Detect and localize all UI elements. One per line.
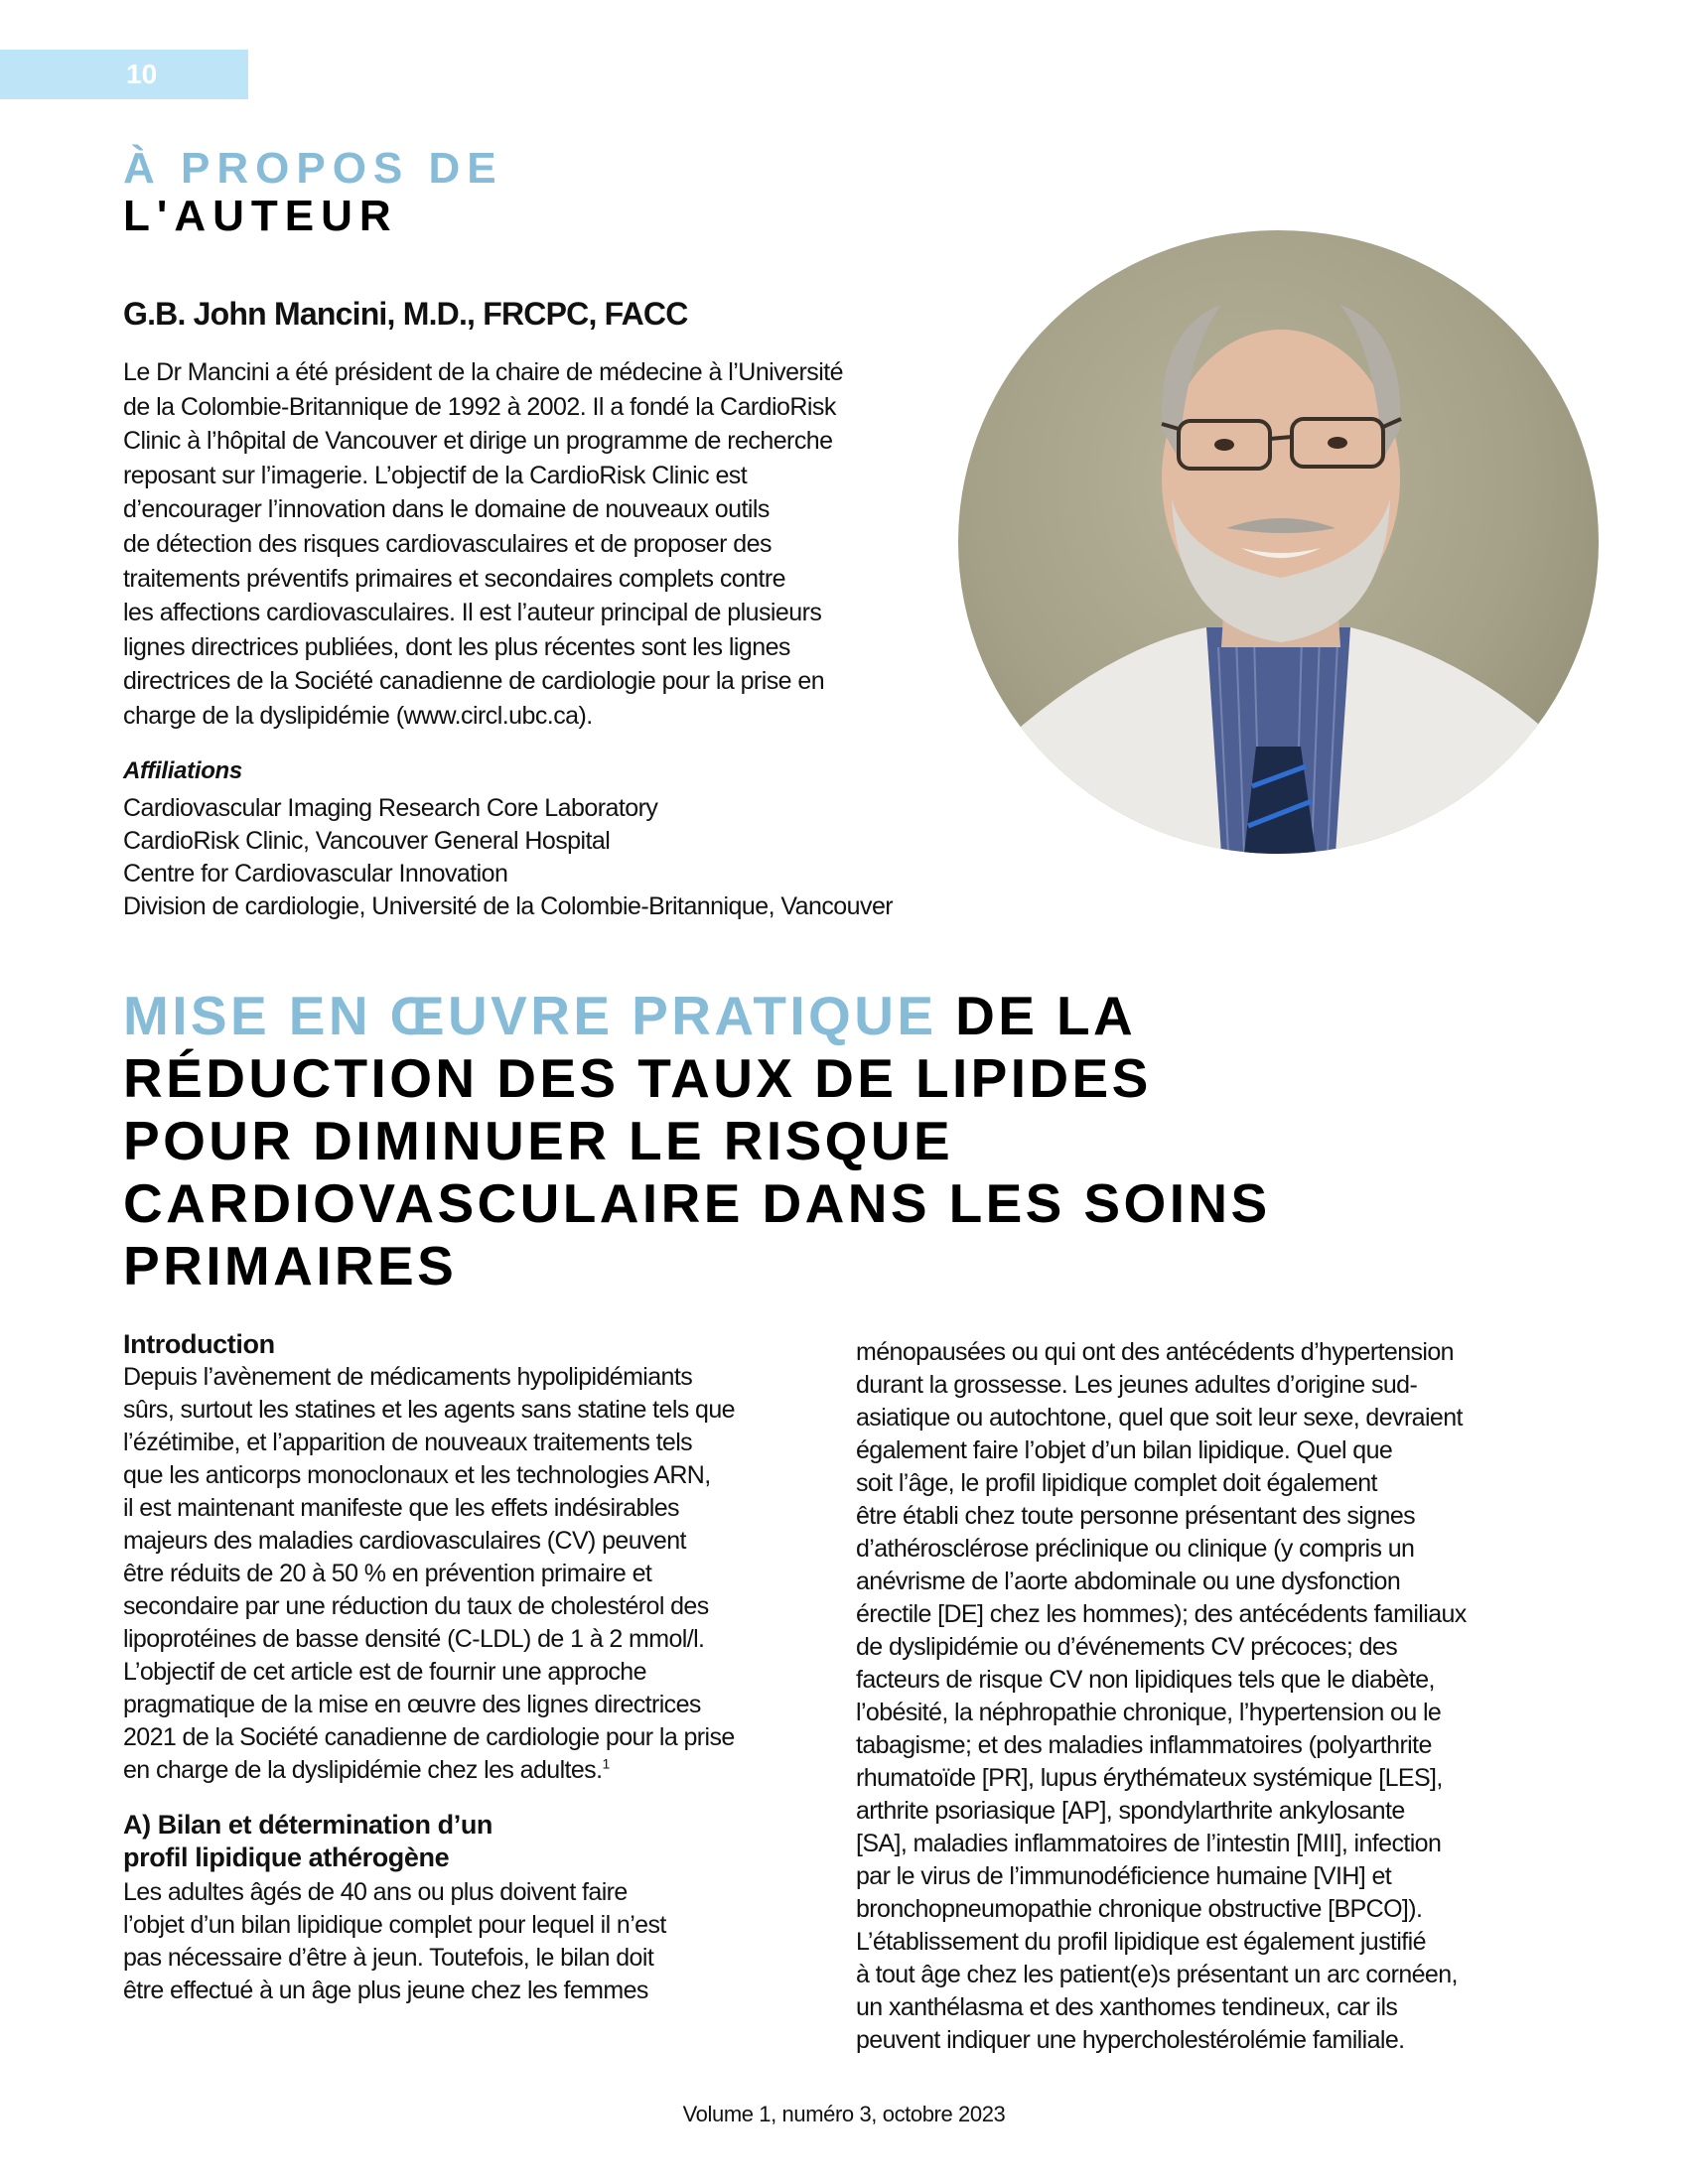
- section-a-line: anévrisme de l’aorte abdominale ou une dysfonction: [856, 1568, 1401, 1595]
- article-title-line: CARDIOVASCULAIRE DANS LES SOINS: [123, 1172, 1271, 1234]
- intro-line: pragmatique de la mise en œuvre des lignes directrices: [123, 1691, 701, 1718]
- bio-line: Clinic à l’hôpital de Vancouver et dirige un programme de recherche: [123, 427, 833, 456]
- intro-line: 2021 de la Société canadienne de cardiologie pour la prise: [123, 1723, 735, 1751]
- bio-line: de détection des risques cardiovasculaires et de proposer des: [123, 529, 772, 558]
- intro-line: L’objectif de cet article est de fournir une approche: [123, 1658, 646, 1686]
- intro-heading: Introduction: [123, 1329, 275, 1359]
- page-number-tab: [0, 50, 248, 99]
- section-a-line: tabagisme; et des maladies inflammatoires (polyarthrite: [856, 1731, 1432, 1759]
- section-a-line: être effectué à un âge plus jeune chez les femmes: [123, 1977, 648, 2004]
- issue-footer: Volume 1, numéro 3, octobre 2023: [682, 2102, 1006, 2126]
- affiliation-item: Cardiovascular Imaging Research Core Laboratory: [123, 794, 658, 822]
- intro-line: être réduits de 20 à 50 % en prévention primaire et: [123, 1560, 652, 1587]
- article-title: [123, 985, 1593, 1297]
- section-a-line: également faire l’objet d’un bilan lipidique. Quel que: [856, 1436, 1393, 1464]
- portrait-illustration: [958, 230, 1599, 854]
- section-a-line: être établi chez toute personne présentant des signes: [856, 1502, 1416, 1530]
- intro-line: secondaire par une réduction du taux de cholestérol des: [123, 1592, 709, 1620]
- right-column: [856, 1336, 1571, 2057]
- article-title-highlight: MISE EN ŒUVRE PRATIQUE: [123, 985, 937, 1046]
- intro-paragraph: [123, 1361, 838, 1787]
- section-a-heading-line: profil lipidique athérogène: [123, 1843, 450, 1872]
- author-portrait: [958, 230, 1599, 854]
- about-heading-line1: À PROPOS DE: [123, 144, 503, 193]
- affiliation-item: CardioRisk Clinic, Vancouver General Hospital: [123, 827, 611, 855]
- affiliations-label: Affiliations: [123, 757, 242, 784]
- intro-line: il est maintenant manifeste que les effets indésirables: [123, 1494, 679, 1522]
- section-a-line: pas nécessaire d’être à jeun. Toutefois, le bilan doit: [123, 1944, 654, 1972]
- section-a-line: à tout âge chez les patient(e)s présentant un arc cornéen,: [856, 1961, 1458, 1988]
- author-bio: [123, 355, 957, 734]
- intro-line: majeurs des maladies cardiovasculaires (CV) peuvent: [123, 1527, 686, 1555]
- section-a-left-paragraph: [123, 1876, 838, 2007]
- intro-line: lipoprotéines de basse densité (C-LDL) de 1 à 2 mmol/l.: [123, 1625, 705, 1653]
- bio-line: d’encourager l’innovation dans le domaine de nouveaux outils: [123, 495, 770, 524]
- author-name: G.B. John Mancini, M.D., FRCPC, FACC: [123, 296, 688, 332]
- article-title-line: RÉDUCTION DES TAUX DE LIPIDES: [123, 1047, 1152, 1109]
- article-title-line1-rest: DE LA: [936, 985, 1137, 1046]
- bio-line: de la Colombie-Britannique de 1992 à 2002. Il a fondé la CardioRisk: [123, 392, 836, 421]
- about-author-heading: [123, 145, 503, 240]
- section-a-line: arthrite psoriasique [AP], spondylarthrite ankylosante: [856, 1797, 1405, 1825]
- section-a-line: d’athérosclérose préclinique ou clinique (y compris un: [856, 1535, 1415, 1563]
- section-a-line: asiatique ou autochtone, quel que soit leur sexe, devraient: [856, 1404, 1463, 1432]
- section-a-line: soit l’âge, le profil lipidique complet doit également: [856, 1469, 1377, 1497]
- intro-last-text: en charge de la dyslipidémie chez les adultes.: [123, 1756, 603, 1784]
- section-a-line: peuvent indiquer une hypercholestérolémie familiale.: [856, 2026, 1405, 2054]
- bio-line: reposant sur l’imagerie. L’objectif de la CardioRisk Clinic est: [123, 461, 748, 489]
- affiliations-list: [123, 792, 893, 923]
- section-a-line: rhumatoïde [PR], lupus érythémateux systémique [LES],: [856, 1764, 1443, 1792]
- bio-line: les affections cardiovasculaires. Il est l’auteur principal de plusieurs: [123, 599, 822, 627]
- article-title-line1: [123, 985, 1593, 1047]
- page-number: 10: [126, 59, 158, 89]
- section-a-line: l’objet d’un bilan lipidique complet pour lequel il n’est: [123, 1911, 666, 1939]
- bio-line: lignes directrices publiées, dont les plus récentes sont les lignes: [123, 632, 790, 661]
- bio-line: Le Dr Mancini a été président de la chaire de médecine à l’Université: [123, 358, 843, 386]
- section-a-line: ménopausées ou qui ont des antécédents d’hypertension: [856, 1338, 1454, 1366]
- section-a-line: bronchopneumopathie chronique obstructive [BPCO]).: [856, 1895, 1423, 1923]
- section-a-line: par le virus de l’immunodéficience humaine [VIH] et: [856, 1862, 1392, 1890]
- bio-line: directrices de la Société canadienne de cardiologie pour la prise en: [123, 667, 825, 696]
- left-column: [123, 1328, 838, 2007]
- article-title-line: PRIMAIRES: [123, 1235, 458, 1297]
- about-heading-line2: L'AUTEUR: [123, 192, 398, 240]
- section-a-line: [SA], maladies inflammatoires de l’intestin [MII], infection: [856, 1830, 1442, 1857]
- article-title-line: POUR DIMINUER LE RISQUE: [123, 1110, 954, 1171]
- section-a-line: l’obésité, la néphropathie chronique, l’hypertension ou le: [856, 1699, 1442, 1726]
- intro-line-last: [123, 1754, 838, 1787]
- footnote-ref[interactable]: 1: [602, 1755, 610, 1772]
- section-a-line: facteurs de risque CV non lipidiques tels que le diabète,: [856, 1666, 1435, 1694]
- intro-line: que les anticorps monoclonaux et les technologies ARN,: [123, 1461, 711, 1489]
- intro-line: Depuis l’avènement de médicaments hypolipidémiants: [123, 1363, 693, 1391]
- section-a-line: érectile [DE] chez les hommes); des antécédents familiaux: [856, 1600, 1467, 1628]
- intro-line: sûrs, surtout les statines et les agents sans statine tels que: [123, 1396, 735, 1424]
- section-a-heading-line: A) Bilan et détermination d’un: [123, 1810, 493, 1840]
- bio-line: traitements préventifs primaires et secondaires complets contre: [123, 564, 786, 593]
- section-a-heading: [123, 1809, 838, 1874]
- section-a-line: de dyslipidémie ou d’événements CV précoces; des: [856, 1633, 1398, 1661]
- bio-line-with-link[interactable]: charge de la dyslipidémie (www.circl.ubc.ca).: [123, 701, 593, 730]
- affiliation-item: Centre for Cardiovascular Innovation: [123, 860, 508, 887]
- intro-line: l’ézétimibe, et l’apparition de nouveaux traitements tels: [123, 1429, 693, 1456]
- section-a-line: Les adultes âgés de 40 ans ou plus doivent faire: [123, 1878, 628, 1906]
- section-a-line: L’établissement du profil lipidique est également justifié: [856, 1928, 1426, 1956]
- section-a-line: un xanthélasma et des xanthomes tendineux, car ils: [856, 1993, 1398, 2021]
- section-a-line: durant la grossesse. Les jeunes adultes d’origine sud-: [856, 1371, 1418, 1399]
- affiliation-item: Division de cardiologie, Université de la Colombie-Britannique, Vancouver: [123, 892, 894, 920]
